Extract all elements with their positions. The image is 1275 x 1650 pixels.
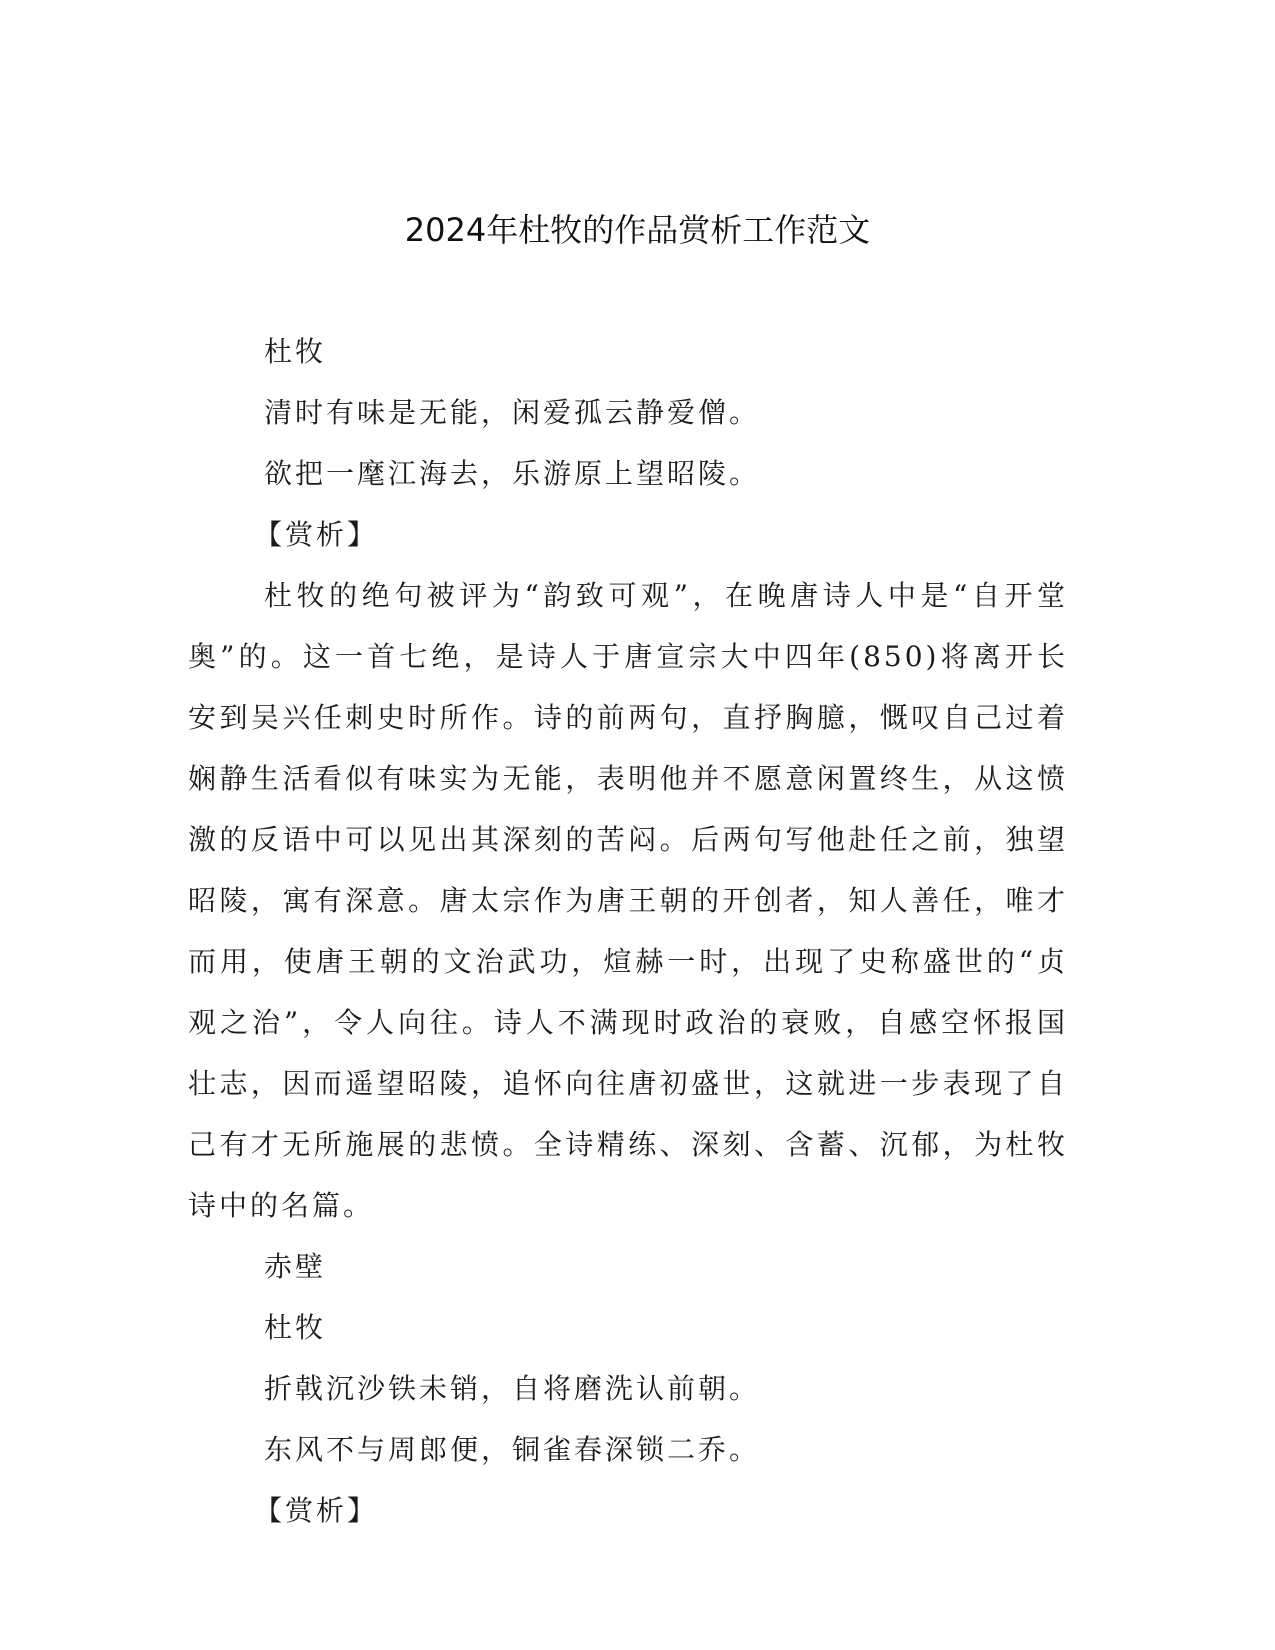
poem-line: 欲把一麾江海去，乐游原上望昭陵。 (264, 457, 761, 490)
poem-title: 赤壁 (264, 1250, 327, 1283)
analysis-heading: 【赏析】 (254, 1494, 379, 1527)
poem-author: 杜牧 (264, 1311, 327, 1344)
analysis-paragraph: 杜牧的绝句被评为“韵致可观”，在晚唐诗人中是“自开堂奥”的。这一首七绝，是诗人于唐宣宗大中四年(850)将离开长安到吴兴任刺史时所作。诗的前两句，直抒胸臆，慨叹自己过着娴静生活看似有味实为无能，表明他并不愿意闲置终生，从这愤激的反语中可以见出其深刻的苦闷。后两句写他赴任之前，独望昭陵，寓有深意。唐太宗作为唐王朝的开创者，知人善任，唯才而用，使唐王朝的文治武功，煊赫一时，出现了史称盛世的“贞观之治”，令人向往。诗人不满现时政治的衰败，自感空怀报国壮志，因而遥望昭陵，追怀向往唐初盛世，这就进一步表现了自己有才无所施展的悲愤。全诗精练、深刻、含蓄、沉郁，为杜牧诗中的名篇。 (188, 579, 1068, 1222)
poem-line: 折戟沉沙铁未销，自将磨洗认前朝。 (264, 1372, 761, 1405)
poem-line: 东风不与周郎便，铜雀春深锁二乔。 (264, 1433, 761, 1466)
analysis-heading: 【赏析】 (254, 518, 379, 551)
document-body (188, 321, 1068, 1541)
poem-line: 清时有味是无能，闲爱孤云静爱僧。 (264, 396, 761, 429)
poem-author: 杜牧 (264, 335, 327, 368)
document-title: 2024年杜牧的作品赏析工作范文 (404, 211, 871, 249)
